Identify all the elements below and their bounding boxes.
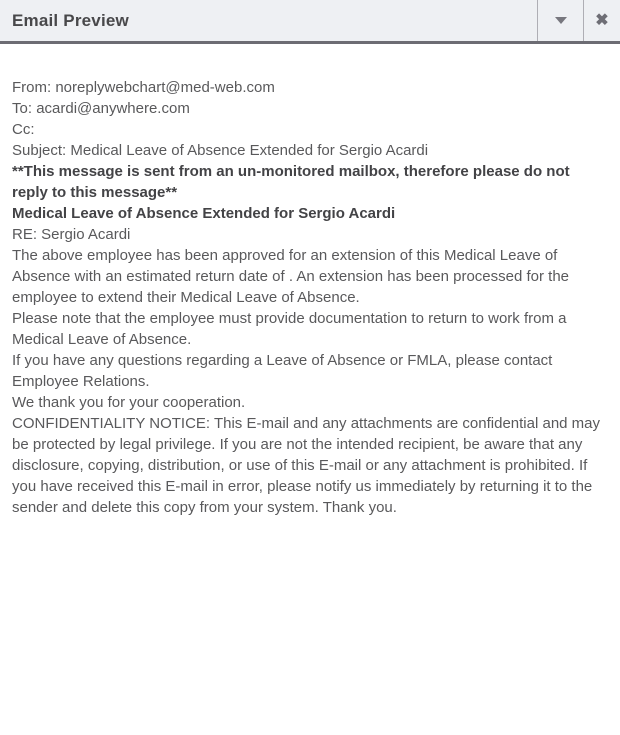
close-button[interactable] (583, 0, 620, 41)
email-header-from (12, 77, 606, 98)
from-value: noreplywebchart@med-web.com (55, 79, 275, 96)
email-header-subject (12, 140, 606, 161)
body-paragraph-documentation: Please note that the employee must provide documentation to return to work from a Medical Leave of Absence. (12, 310, 567, 348)
re-line: RE: Sergio Acardi (12, 226, 131, 243)
chevron-down-icon (555, 17, 567, 24)
email-body (0, 44, 620, 518)
from-label: From: (12, 79, 52, 96)
body-paragraph-approval: The above employee has been approved for an extension of this Medical Leave of Absence with an estimated return date of . An extension has been processed for the employee to extend their Medical Leave of Absence. (12, 247, 570, 306)
subject-value: Medical Leave of Absence Extended for Sergio Acardi (70, 142, 429, 159)
body-paragraph-thanks: We thank you for your cooperation. (12, 394, 246, 411)
dialog-titlebar (0, 0, 620, 44)
to-label: To: (12, 100, 33, 117)
unmonitored-mailbox-warning: **This message is sent from an un-monitored mailbox, therefore please do not reply to this message** (12, 163, 570, 201)
dialog-title: Email Preview (12, 10, 129, 30)
subject-label: Subject: (12, 142, 67, 159)
email-header-cc (12, 119, 606, 140)
collapse-button[interactable] (537, 0, 583, 41)
close-icon: ✖ (595, 11, 609, 29)
to-value: acardi@anywhere.com (36, 100, 190, 117)
confidentiality-notice: CONFIDENTIALITY NOTICE: This E-mail and any attachments are confidential and may be protected by legal privilege. If you are not the intended recipient, be aware that any disclosure, copying, distribution, or use of this E-mail or any attachment is prohibited. If you have received this E-mail in error, please notify us immediately by returning it to the sender and delete this copy from your system. Thank you. (12, 415, 601, 516)
body-paragraph-questions: If you have any questions regarding a Leave of Absence or FMLA, please contact Employee Relations. (12, 352, 553, 390)
email-header-to (12, 98, 606, 119)
email-subject-heading: Medical Leave of Absence Extended for Sergio Acardi (12, 205, 396, 222)
cc-label: Cc: (12, 121, 35, 138)
